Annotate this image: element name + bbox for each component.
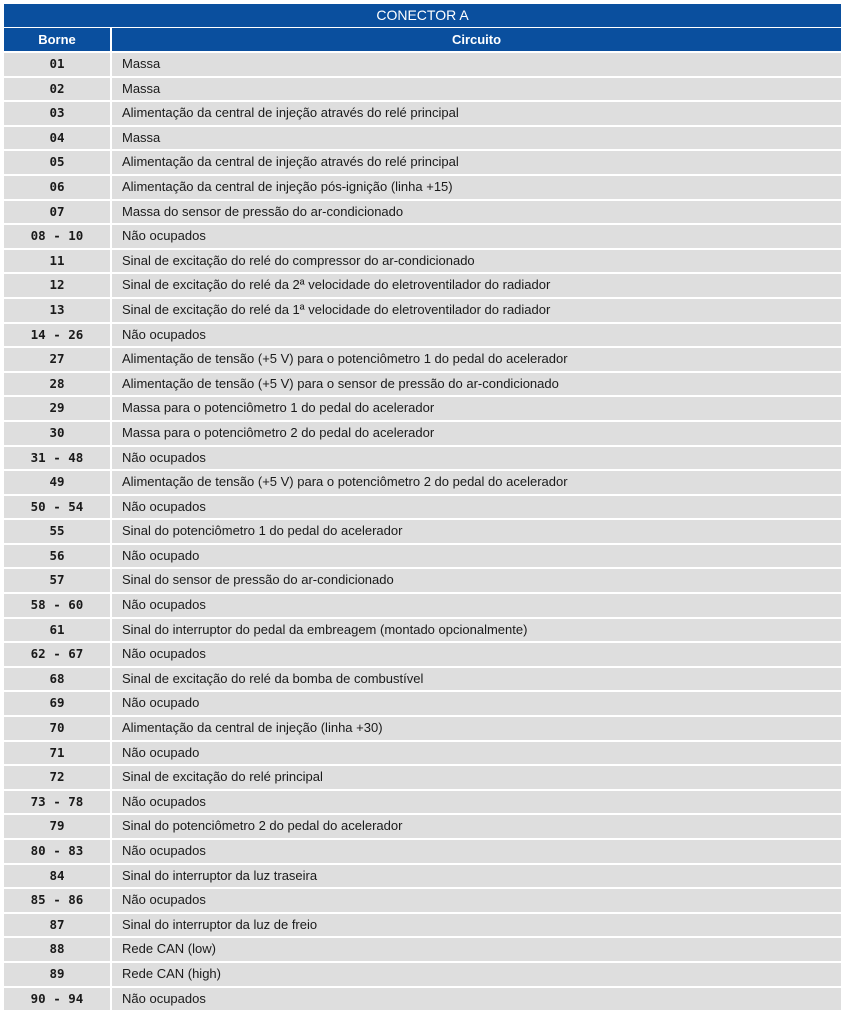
table-row xyxy=(4,250,841,273)
circuito-cell: Sinal do sensor de pressão do ar-condicionado xyxy=(112,569,841,592)
borne-cell: 08 - 10 xyxy=(4,225,110,248)
table-row xyxy=(4,938,841,961)
table-row xyxy=(4,225,841,248)
table-row xyxy=(4,594,841,617)
borne-cell: 79 xyxy=(4,815,110,838)
table-row xyxy=(4,127,841,150)
table-row xyxy=(4,324,841,347)
circuito-cell: Não ocupados xyxy=(112,889,841,912)
table-row xyxy=(4,988,841,1011)
borne-cell: 13 xyxy=(4,299,110,322)
circuito-cell: Massa xyxy=(112,78,841,101)
table-row xyxy=(4,471,841,494)
borne-cell: 56 xyxy=(4,545,110,568)
circuito-cell: Sinal do interruptor do pedal da embreagem (montado opcionalmente) xyxy=(112,619,841,642)
circuito-cell: Rede CAN (low) xyxy=(112,938,841,961)
table-row xyxy=(4,274,841,297)
borne-cell: 55 xyxy=(4,520,110,543)
borne-cell: 06 xyxy=(4,176,110,199)
table-row xyxy=(4,53,841,76)
borne-cell: 14 - 26 xyxy=(4,324,110,347)
circuito-cell: Não ocupados xyxy=(112,594,841,617)
circuito-cell: Não ocupados xyxy=(112,225,841,248)
table-body xyxy=(4,53,841,1010)
table-row xyxy=(4,692,841,715)
table-row xyxy=(4,373,841,396)
table-title: CONECTOR A xyxy=(4,4,841,28)
table-row xyxy=(4,668,841,691)
table-row xyxy=(4,815,841,838)
table-row xyxy=(4,201,841,224)
borne-cell: 02 xyxy=(4,78,110,101)
borne-cell: 72 xyxy=(4,766,110,789)
borne-cell: 04 xyxy=(4,127,110,150)
circuito-cell: Não ocupados xyxy=(112,988,841,1011)
borne-cell: 27 xyxy=(4,348,110,371)
borne-cell: 80 - 83 xyxy=(4,840,110,863)
borne-cell: 11 xyxy=(4,250,110,273)
table-header xyxy=(4,28,841,51)
borne-cell: 03 xyxy=(4,102,110,125)
table-row xyxy=(4,963,841,986)
circuito-cell: Não ocupado xyxy=(112,692,841,715)
borne-cell: 57 xyxy=(4,569,110,592)
circuito-cell: Massa para o potenciômetro 2 do pedal do acelerador xyxy=(112,422,841,445)
borne-cell: 68 xyxy=(4,668,110,691)
table-row xyxy=(4,643,841,666)
circuito-cell: Não ocupados xyxy=(112,791,841,814)
table-row xyxy=(4,742,841,765)
borne-cell: 89 xyxy=(4,963,110,986)
table-row xyxy=(4,299,841,322)
circuito-cell: Sinal de excitação do relé principal xyxy=(112,766,841,789)
circuito-cell: Rede CAN (high) xyxy=(112,963,841,986)
table-row xyxy=(4,569,841,592)
borne-cell: 70 xyxy=(4,717,110,740)
circuito-cell: Alimentação de tensão (+5 V) para o potenciômetro 2 do pedal do acelerador xyxy=(112,471,841,494)
table-row xyxy=(4,889,841,912)
circuito-cell: Sinal de excitação do relé da 2ª velocidade do eletroventilador do radiador xyxy=(112,274,841,297)
table-row xyxy=(4,447,841,470)
borne-cell: 30 xyxy=(4,422,110,445)
circuito-cell: Não ocupados xyxy=(112,324,841,347)
circuito-cell: Massa xyxy=(112,53,841,76)
header-circuito: Circuito xyxy=(451,32,502,47)
table-row xyxy=(4,791,841,814)
circuito-cell: Massa xyxy=(112,127,841,150)
borne-cell: 01 xyxy=(4,53,110,76)
table-row xyxy=(4,619,841,642)
circuito-cell: Não ocupados xyxy=(112,840,841,863)
header-borne: Borne xyxy=(4,28,112,51)
circuito-cell: Sinal de excitação do relé da bomba de combustível xyxy=(112,668,841,691)
table-row xyxy=(4,840,841,863)
circuito-cell: Alimentação de tensão (+5 V) para o sensor de pressão do ar-condicionado xyxy=(112,373,841,396)
circuito-cell: Alimentação da central de injeção através do relé principal xyxy=(112,102,841,125)
table-row xyxy=(4,422,841,445)
connector-table xyxy=(4,4,841,1012)
borne-cell: 07 xyxy=(4,201,110,224)
table-row xyxy=(4,496,841,519)
table-row xyxy=(4,717,841,740)
circuito-cell: Alimentação da central de injeção pós-ignição (linha +15) xyxy=(112,176,841,199)
circuito-cell: Não ocupados xyxy=(112,496,841,519)
circuito-cell: Alimentação da central de injeção através do relé principal xyxy=(112,151,841,174)
borne-cell: 87 xyxy=(4,914,110,937)
circuito-cell: Não ocupados xyxy=(112,447,841,470)
table-row xyxy=(4,766,841,789)
table-row xyxy=(4,865,841,888)
borne-cell: 84 xyxy=(4,865,110,888)
circuito-cell: Não ocupado xyxy=(112,742,841,765)
table-row xyxy=(4,78,841,101)
borne-cell: 85 - 86 xyxy=(4,889,110,912)
circuito-cell: Alimentação de tensão (+5 V) para o potenciômetro 1 do pedal do acelerador xyxy=(112,348,841,371)
circuito-cell: Massa do sensor de pressão do ar-condicionado xyxy=(112,201,841,224)
borne-cell: 12 xyxy=(4,274,110,297)
table-row xyxy=(4,545,841,568)
circuito-cell: Sinal do potenciômetro 2 do pedal do acelerador xyxy=(112,815,841,838)
table-row xyxy=(4,914,841,937)
borne-cell: 49 xyxy=(4,471,110,494)
table-row xyxy=(4,176,841,199)
borne-cell: 69 xyxy=(4,692,110,715)
table-row xyxy=(4,397,841,420)
borne-cell: 29 xyxy=(4,397,110,420)
borne-cell: 31 - 48 xyxy=(4,447,110,470)
circuito-cell: Alimentação da central de injeção (linha +30) xyxy=(112,717,841,740)
table-row xyxy=(4,348,841,371)
borne-cell: 05 xyxy=(4,151,110,174)
circuito-cell: Sinal do interruptor da luz traseira xyxy=(112,865,841,888)
circuito-cell: Sinal de excitação do relé do compressor do ar-condicionado xyxy=(112,250,841,273)
circuito-cell: Não ocupados xyxy=(112,643,841,666)
borne-cell: 28 xyxy=(4,373,110,396)
circuito-cell: Sinal de excitação do relé da 1ª velocidade do eletroventilador do radiador xyxy=(112,299,841,322)
circuito-cell: Não ocupado xyxy=(112,545,841,568)
borne-cell: 61 xyxy=(4,619,110,642)
borne-cell: 90 - 94 xyxy=(4,988,110,1011)
borne-cell: 58 - 60 xyxy=(4,594,110,617)
circuito-cell: Massa para o potenciômetro 1 do pedal do acelerador xyxy=(112,397,841,420)
borne-cell: 73 - 78 xyxy=(4,791,110,814)
borne-cell: 50 - 54 xyxy=(4,496,110,519)
table-row xyxy=(4,520,841,543)
borne-cell: 71 xyxy=(4,742,110,765)
table-row xyxy=(4,151,841,174)
circuito-cell: Sinal do potenciômetro 1 do pedal do acelerador xyxy=(112,520,841,543)
borne-cell: 88 xyxy=(4,938,110,961)
table-row xyxy=(4,102,841,125)
borne-cell: 62 - 67 xyxy=(4,643,110,666)
circuito-cell: Sinal do interruptor da luz de freio xyxy=(112,914,841,937)
